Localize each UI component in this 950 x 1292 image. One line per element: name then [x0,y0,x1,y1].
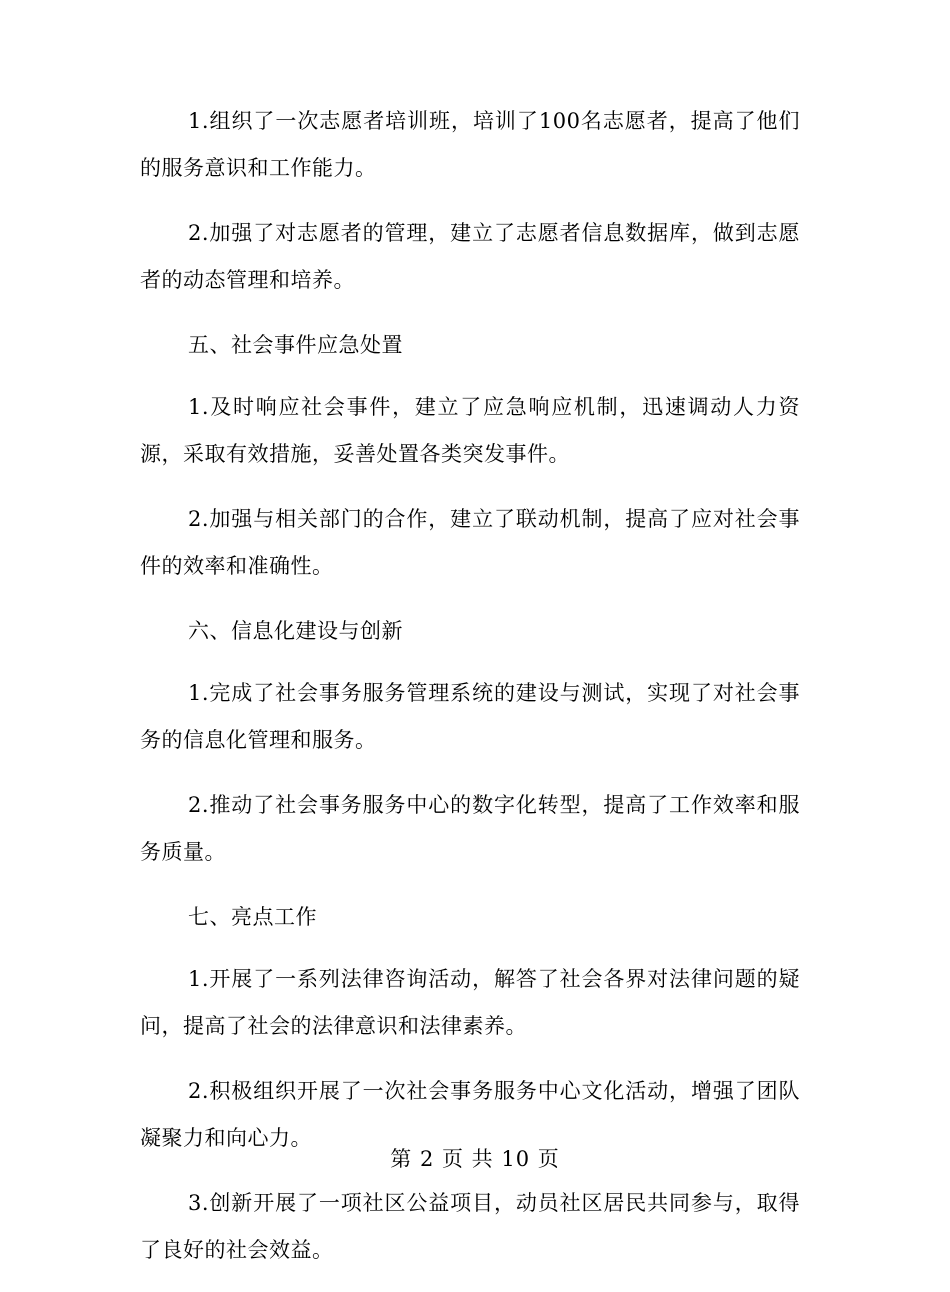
paragraph-volunteer-management: 2.加强了对志愿者的管理，建立了志愿者信息数据库，做到志愿者的动态管理和培养。 [140,221,800,292]
paragraph-emergency-response: 1.及时响应社会事件，建立了应急响应机制，迅速调动人力资源，采取有效措施，妥善处置各类突发事件。 [140,395,800,466]
section-heading-informatization: 六、信息化建设与创新 [188,619,403,643]
paragraph-volunteer-training: 1.组织了一次志愿者培训班，培训了100名志愿者，提高了他们的服务意识和工作能力。 [140,109,800,180]
paragraph-department-cooperation: 2.加强与相关部门的合作，建立了联动机制，提高了应对社会事件的效率和准确性。 [140,507,800,578]
paragraph-cultural-activity: 2.积极组织开展了一次社会事务服务中心文化活动，增强了团队凝聚力和向心力。 [140,1079,800,1150]
paragraph-digital-transformation: 2.推动了社会事务服务中心的数字化转型，提高了工作效率和服务质量。 [140,793,800,864]
section-heading-emergency: 五、社会事件应急处置 [188,333,403,357]
document-body [140,98,800,1292]
paragraph-system-construction: 1.完成了社会事务服务管理系统的建设与测试，实现了对社会事务的信息化管理和服务。 [140,681,800,752]
paragraph-legal-consulting: 1.开展了一系列法律咨询活动，解答了社会各界对法律问题的疑问，提高了社会的法律意识和法律素养。 [140,967,800,1038]
section-heading-highlights: 七、亮点工作 [188,905,317,929]
paragraph-community-project: 3.创新开展了一项社区公益项目，动员社区居民共同参与，取得了良好的社会效益。 [140,1191,800,1262]
page-number-footer: 第 2 页 共 10 页 [390,1147,560,1171]
